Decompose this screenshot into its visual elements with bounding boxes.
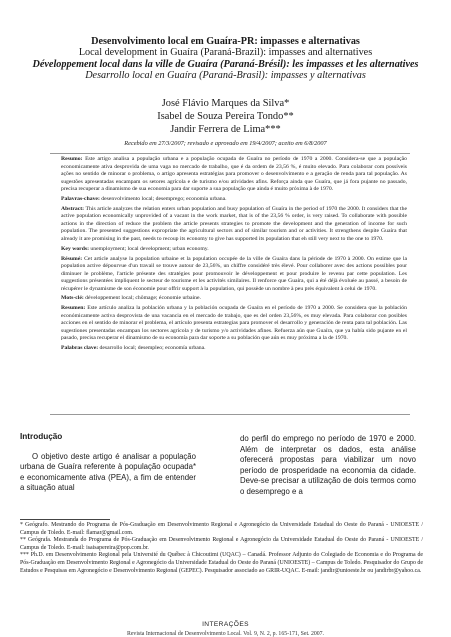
title-block bbox=[20, 36, 431, 82]
author-list bbox=[20, 97, 431, 136]
abstract-french: Résumé: Cet article analyse la population urbaine et la population occupée de la ville de Guaíra dans la période de 1970 à 2000. On estime que la population active dépourvue d'un travail se trouve autour de 23,56%, un chiffre considéré très élevé. Pour collaborer avec des actions possibles pour diminuer le problème, l'article présente des stratégies pour promouvoir le développement et pour produire le revenu par cette population. Les suggestions présentées impliquent le secteur de tourisme et les activités similaires. Il renforce que Guaíra, qui a été déjà évoluée au passé, a besoin de récupérer le dynamisme de son économie pour offrir support à la population, qui possède un nombre à peu près équivalent à celui de 1970. bbox=[61, 255, 407, 292]
title-spanish: Desarrollo local en Guaíra (Paraná-Brasil): impasses y alternativas bbox=[85, 70, 366, 82]
footnote: * Geógrafo. Mestrando do Programa de Pós-Graduação em Desenvolvimento Regional e Agronegócio da Universidade Estadual do Oeste do Paraná - UNIOESTE / Campus de Toledo. E-mail: flamar@gmail.com. bbox=[20, 522, 423, 536]
body-paragraph: do perfil do emprego no período de 1970 e 2000. Além de interpretar os dados, esta análise oferecerá propostas para viabilizar um novo período de prosperidade na economia da cidade. Deve-se precisar a utilização de dois termos como o desemprego e a bbox=[240, 434, 416, 496]
author-name: José Flávio Marques da Silva* bbox=[161, 98, 290, 109]
keywords-portuguese: Palavras-chave: desenvolvimento local; desemprego; economia urbana. bbox=[61, 195, 227, 202]
abstracts-section bbox=[61, 156, 407, 355]
keywords-french: Mots-clé: développement local; chômage; économie urbaine. bbox=[61, 295, 201, 302]
divider-line bbox=[50, 153, 410, 154]
keywords-english: Key words: unemployment; local development; urban economy. bbox=[61, 245, 209, 252]
footnotes bbox=[20, 522, 423, 575]
abstract-english: Abstract: This article analyzes the relation enters urban population and busy population of Guaíra in the period of 1970 the 2000. It considers that the active population economically unprovided of a vacant in the work market, that is of the 23,56 % order, is very raised. To collaborate with possible actions in the direction of reduce the problem the article presents strategies to promote the development and the generation of income for such population. The presented suggestions expropriate the agricultural sectors and of similar tourism and or activities. It strengthens despite Guaíra that already it are promising in the past, needs to recoup its economy to give has supported its population that eh still very next to the one to 1970. bbox=[61, 205, 407, 242]
title-portuguese: Desenvolvimento local em Guaíra-PR: impasses e alternativas bbox=[91, 36, 360, 47]
title-french: Développement local dans la ville de Guaíra (Paraná-Brésil): les impasses et les alternatives bbox=[32, 58, 419, 70]
author-name: Isabel de Souza Pereira Tondo** bbox=[157, 111, 294, 122]
footnote: *** Ph.D. em Desenvolvimento Regional pela Université du Québec à Chicoutimi (UQAC) – Canadá. Professor Adjunto do Colegiado de Economia e do Programa de Pós-Graduação em Desenvolvimento Regional e Agronegócio da Universidade Estadual do Oeste do Paraná (UNIOESTE) – Campus de Toledo. Pesquisador do Grupo de Estudos e Pesquisas em Agronegócio e Desenvolvimento Regional (GEPEC). Pesquisador associado ao GRIR-UQAC. E-mail: jandir@unioeste.br ou jandirbr@yahoo.ca. bbox=[20, 552, 423, 574]
body-column-left bbox=[20, 432, 196, 494]
submission-dates: Recebido em 27/3/2007; revisado e aprovado em 19/4/2007; aceito em 6/8/2007 bbox=[124, 140, 327, 147]
footnote-divider bbox=[20, 519, 110, 520]
author-name: Jandir Ferrera de Lima*** bbox=[170, 124, 281, 135]
footnote: ** Geógrafa. Mestranda do Programa de Pós-Graduação em Desenvolvimento Regional e Agronegócio da Universidade Estadual do Oeste do Paraná - UNIOESTE / Campus de Toledo. E-mail: isaisapereira@pop.com.br. bbox=[20, 537, 423, 551]
body-column-right bbox=[240, 434, 416, 497]
body-paragraph: O objetivo deste artigo é analisar a população urbana de Guaíra referente à população ocupada* e economicamente ativa (PEA), a fim de entender a situação atual bbox=[20, 451, 196, 492]
journal-name: INTERAÇÕES bbox=[202, 621, 249, 628]
divider-line bbox=[50, 414, 410, 415]
section-heading: Introdução bbox=[20, 432, 63, 441]
abstract-spanish: Resumen: Este artículo analiza la población urbana y la población ocupada de Guaíra en el período de 1970 a 2000. Se considera que la población económicamente activa desprovista de una vacancia en el mercado de trabajo, que es del orden 23,56%, es muy elevada. Para colaborar con posibles acciones en el sentido de minorar el problema, el artículo presenta estrategias para promover el desarrollo y generación de renta para tal población. Las sugestiones presentadas encampan los sectores agrícola y de turismo y/o actividades afines. Refuerza aún que Guaíra, que ya había sido pujante en el pasado, precisa recuperar el dinamismo de su economía para dar soporte a su población que aún es muy próxima a la de 1970. bbox=[61, 305, 407, 342]
keywords-spanish: Palabras clave: desarrollo local; desempleo; economía urbana. bbox=[61, 345, 206, 352]
abstract-portuguese: Resumo: Este artigo analisa a população urbana e a população ocupada de Guaíra no período de 1970 a 2000. Considera-se que a população economicamente ativa desprovida de uma vaga no mercado de trabalho, que é da ordem de 23,56 %, é muito elevado. Para colaborar com possíveis ações no sentido de minorar o problema, o artigo apresenta estratégias para promover o desenvolvimento e a geração de renda para tal população. As sugestões apresentadas encampam os setores agrícola e de turismo e/ou atividades afins. Reforça ainda que Guaíra, que já fora pujante no passado, precisa recuperar a dinamismo de sua economia para dar suporte a sua população que ainda é muito próxima à de 1970. bbox=[61, 156, 407, 192]
journal-reference: Revista Internacional de Desenvolvimento Local. Vol. 9, N. 2, p. 165-171, Set. 2007. bbox=[126, 631, 324, 637]
title-english: Local development in Guaíra (Paraná-Brazil): impasses and alternatives bbox=[78, 47, 373, 59]
